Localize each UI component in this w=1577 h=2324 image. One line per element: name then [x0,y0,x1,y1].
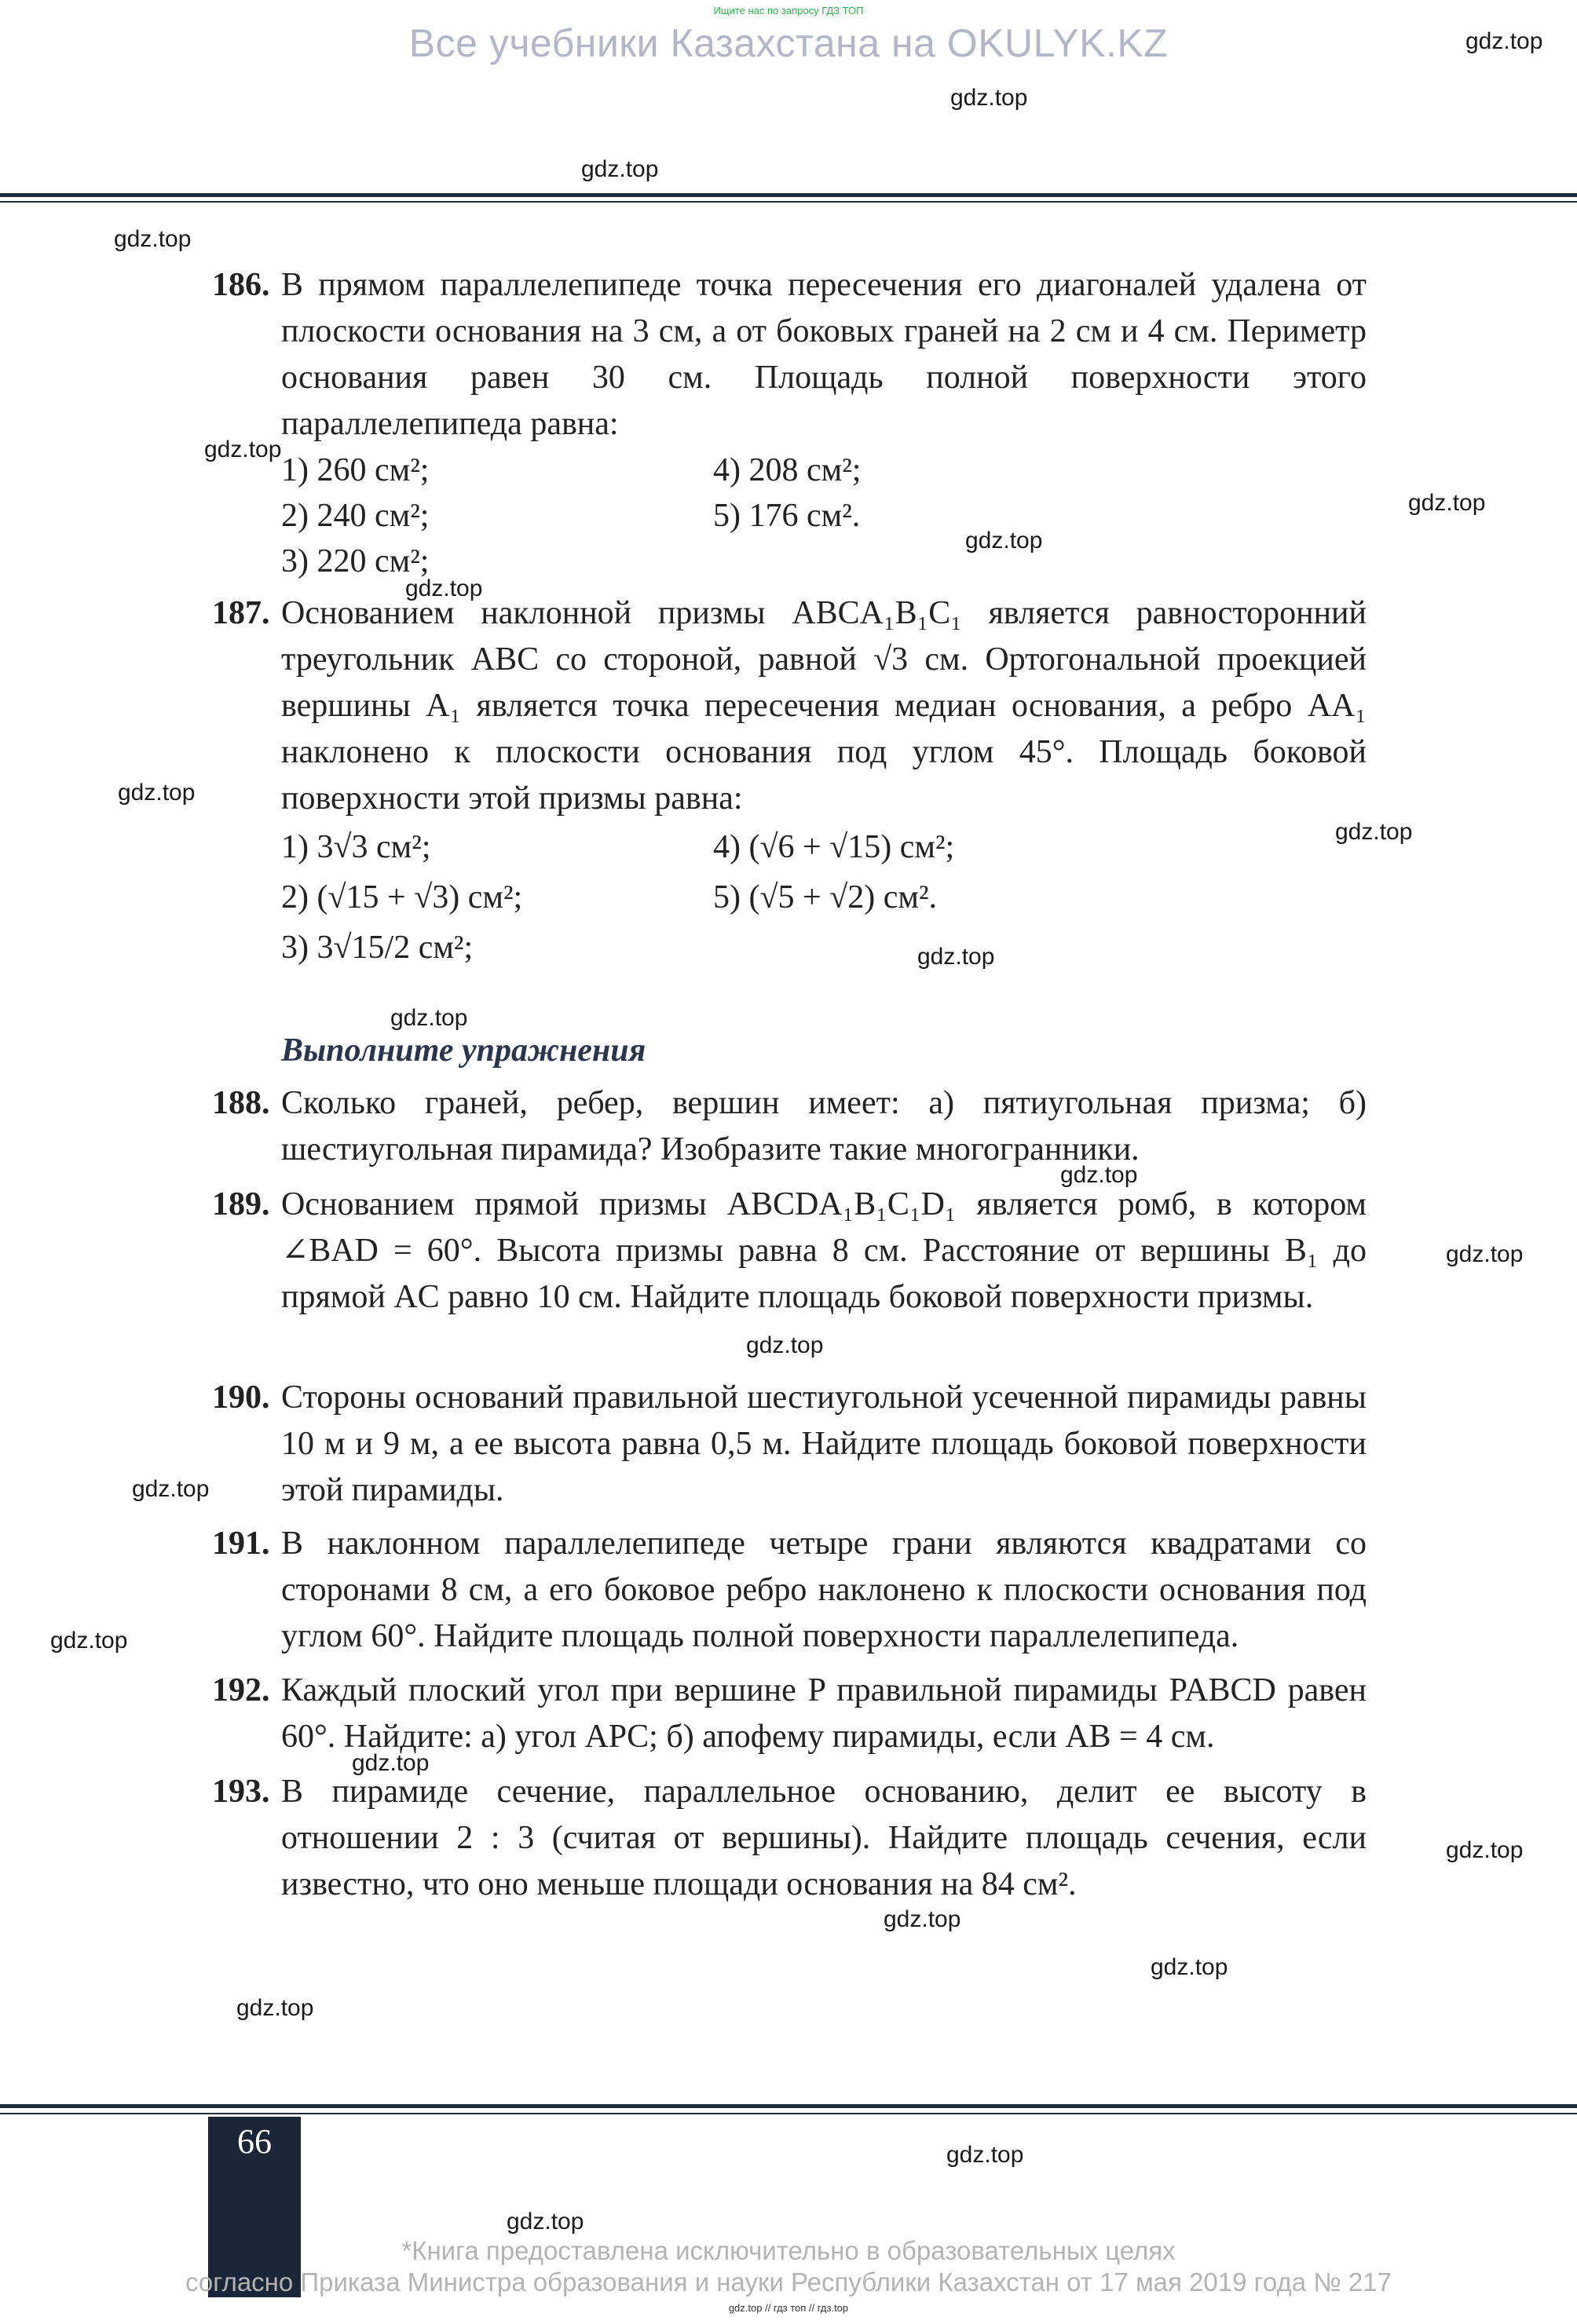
watermark: gdz.top [1151,1954,1228,1980]
problem-number: 187. [212,595,270,631]
answer-options [281,822,1367,973]
watermark: gdz.top [581,156,659,182]
problem-number: 190. [212,1379,270,1416]
problem-192 [212,1668,1367,1760]
problem-187 [212,590,1367,973]
problem-text: Каждый плоский угол при вершине P правильной пирамиды PABCD равен 60°. Найдите: а) угол APC; б) апофему пирамиды, если AB = 4 см. [281,1672,1367,1755]
problem-number: 191. [212,1526,270,1562]
problem-191 [212,1521,1367,1660]
watermark: gdz.top [1446,1241,1524,1267]
answer-option: 5) 176 см². [713,498,861,534]
watermark: gdz.top [1446,1837,1524,1863]
problem-186 [212,262,1367,584]
problem-text: Стороны оснований правильной шестиугольной усеченной пирамиды равны 10 м и 9 м, а ее высота равна 0,5 м. Найдите площадь боковой поверхности этой пирамиды. [281,1379,1367,1508]
answer-option: 2) 240 см²; [281,498,430,534]
watermark: gdz.top [1060,1162,1138,1188]
watermark: gdz.top [114,226,192,252]
answer-option: 1) 3√3 см²; [281,829,431,865]
watermark: gdz.top [1408,490,1486,516]
answer-option: 2) (√15 + √3) см²; [281,879,523,915]
answer-option: 3) 3√15/2 см²; [281,930,474,966]
answer-options [281,448,1367,584]
problem-text: Основанием прямой призмы ABCDA₁B₁C₁D₁ является ромб, в котором ∠BAD = 60°. Высота призмы равна 8 см. Расстояние от вершины B₁ до прямой AC равно 10 см. Найдите площадь боковой поверхности призмы. [281,1186,1367,1315]
problem-number: 193. [212,1774,270,1810]
search-hint: Ищите нас по запросу ГДЗ ТОП [713,5,864,16]
problem-188 [212,1080,1367,1173]
site-banner: Все учебники Казахстана на OKULYK.KZ [408,21,1169,65]
problem-number: 186. [212,267,270,303]
problem-number: 188. [212,1085,270,1121]
watermark: gdz.top [390,1005,468,1031]
problem-193 [212,1769,1367,1908]
problem-text: Основанием наклонной призмы ABCA₁B₁C₁ является равносторонний треугольник ABC со стороной, равной √3 см. Ортогональной проекцией вершины A₁ является точка пересечения медиан основания, а ребро AA₁ наклонено к плоскости основания под углом 45°. Площадь боковой поверхности этой призмы равна: [281,595,1367,817]
problem-text: В пирамиде сечение, параллельное основанию, делит ее высоту в отношении 2 : 3 (считая от вершины). Найдите площадь сечения, если известно, что оно меньше площади основания на 84 см². [281,1774,1367,1902]
problem-text: В прямом параллелепипеде точка пересечения его диагоналей удалена от плоскости основания на 3 см, а от боковых граней на 2 см и 4 см. Периметр основания равен 30 см. Площадь полной поверхности этого параллелепипеда равна: [281,267,1367,442]
answer-option: 4) 208 см²; [713,452,862,488]
footer-divider [0,2104,1577,2108]
answer-option: 5) (√5 + √2) см². [713,879,938,915]
footer-watermark-line: gdz.top // гдз топ // гдз.top [728,2302,849,2314]
watermark: gdz.top [1335,819,1413,845]
footer-note: *Книга предоставлена исключительно в образовательных целях [401,2236,1176,2265]
watermark: gdz.top [746,1332,824,1358]
watermark: gdz.top [352,1750,430,1776]
watermark: gdz.top [965,528,1043,554]
watermark: gdz.top [132,1476,210,1502]
watermark: gdz.top [950,85,1028,111]
problem-number: 189. [212,1186,270,1222]
watermark: gdz.top [118,780,196,806]
problem-text: В наклонном параллелепипеде четыре грани являются квадратами со сторонами 8 см, а его боковое ребро наклонено к плоскости основания под углом 60°. Найдите площадь полной поверхности параллелепипеда. [281,1526,1367,1654]
answer-option: 4) (√6 + √15) см²; [713,829,955,865]
watermark: gdz.top [946,2142,1024,2168]
footer-divider-thin [0,2113,1577,2114]
watermark: gdz.top [236,1995,314,2021]
watermark: gdz.top [1465,28,1543,54]
watermark: gdz.top [405,576,483,601]
answer-option: 1) 260 см²; [281,452,430,488]
problem-189 [212,1182,1367,1321]
header-divider-thin [0,201,1577,203]
problem-number: 192. [212,1672,270,1708]
page-number: 66 [237,2122,272,2161]
section-heading: Выполните упражнения [281,1032,646,1069]
problem-text: Сколько граней, ребер, вершин имеет: а) пятиугольная призма; б) шестиугольная пирамида? Изобразите такие многогранники. [281,1085,1367,1167]
watermark: gdz.top [204,437,282,462]
problem-190 [212,1375,1367,1514]
watermark: gdz.top [917,944,995,970]
watermark: gdz.top [507,2209,584,2234]
watermark: gdz.top [50,1628,128,1653]
footer-note: согласно Приказа Министра образования и науки Республики Казахстан от 17 мая 2019 года № 217 [185,2267,1392,2297]
header-divider [0,193,1577,197]
watermark: gdz.top [884,1906,961,1932]
answer-option: 3) 220 см²; [281,543,430,579]
